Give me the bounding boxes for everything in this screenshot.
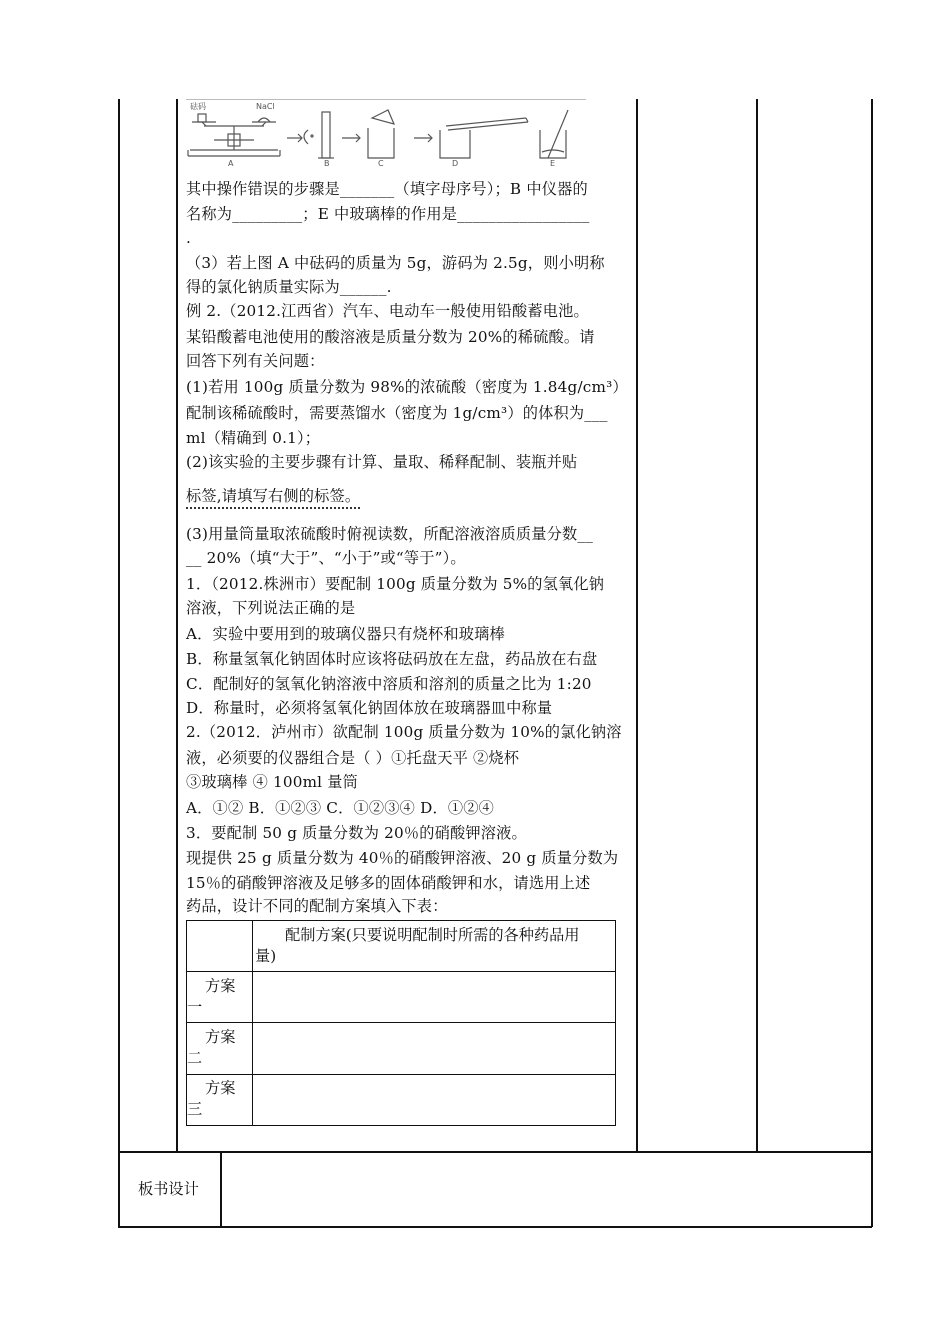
column-divider-3 [756,99,758,1151]
experiment-figure [184,100,584,168]
balance-drawing [188,114,280,156]
figure-label-d: D [452,159,459,168]
column-divider-1 [176,99,178,1151]
label-prompt: 标签,请填写右侧的标签。 [186,487,360,509]
plan-table-row-divider [187,1022,615,1023]
plan-answer-cell-2[interactable] [254,1024,614,1073]
figure-label-e: E [550,159,556,168]
text-line: A．实验中要用到的玻璃仪器只有烧杯和玻璃棒 [186,625,505,643]
outer-left-border [118,99,120,1227]
text-line: C．配制好的氢氧化钠溶液中溶质和溶剂的质量之比为 1:20 [186,675,592,693]
plan-table-header: 配制方案(只要说明配制时所需的各种药品用 量) [255,926,580,965]
plan-row-label-1: 方案 一 [187,977,236,1016]
text-line: ③玻璃棒 ④ 100ml 量筒 [186,773,359,791]
beaker-e-drawing [540,110,568,158]
text-line: ml（精确到 0.1）； [186,429,321,447]
text-line: 1．（2012.株洲市）要配制 100g 质量分数为 5%的氢氧化钠 [186,575,605,593]
text-line: 其中操作错误的步骤是_______（填字母序号）；B 中仪器的 [186,180,588,198]
column-divider-2 [636,99,638,1151]
text-line: 某铅酸蓄电池使用的酸溶液是质量分数为 20%的稀硫酸。请 [186,328,595,346]
table-bottom-border [118,1226,872,1228]
text-line [186,486,360,506]
plan-table-row-divider [187,971,615,972]
text-line: 15％的硝酸钾溶液及足够多的固体硝酸钾和水，请选用上述 [186,874,591,892]
text-line: A．①② B．①②③ C．①②③④ D．①②④ [186,799,495,817]
board-design-label: 板书设计 [138,1180,199,1198]
graduated-cylinder-drawing [304,112,334,158]
board-design-cell[interactable] [222,1153,870,1225]
text-line: B．称量氢氧化钠固体时应该将砝码放在左盘，药品放在右盘 [186,650,598,668]
plan-answer-cell-1[interactable] [254,973,614,1021]
text-line: 得的氯化钠质量实际为______. [186,278,392,296]
text-line: (2)该实验的主要步骤有计算、量取、稀释配制、装瓶并贴 [186,453,578,471]
text-line: 2.（2012．泸州市）欲配制 100g 质量分数为 10%的氯化钠溶 [186,723,622,741]
text-line: (1)若用 100g 质量分数为 98%的浓硫酸（密度为 1.84g/cm³） [186,378,628,396]
plan-table [186,920,616,1126]
pouring-drawing [440,118,528,158]
figure-label-a: A [228,159,234,168]
text-line: D．称量时，必须将氢氧化钠固体放在玻璃器皿中称量 [186,699,553,717]
text-line: __ 20%（填“大于”、“小于”或“等于”）。 [186,549,466,567]
text-line: 液，必须要的仪器组合是（ ）①托盘天平 ②烧杯 [186,749,520,767]
beaker-c-drawing [368,110,394,158]
text-line: . [186,229,192,247]
figure-label-b: B [324,159,330,168]
balance-nacl-label: NaCl [256,102,275,111]
plan-row-label-3: 方案 三 [187,1079,236,1118]
text-line: 溶液，下列说法正确的是 [186,599,356,617]
text-line: 名称为_________；E 中玻璃棒的作用是_________________ [186,205,590,223]
text-line: 配制该稀硫酸时，需要蒸馏水（密度为 1g/cm³）的体积为___ [186,404,608,422]
text-line: 药品，设计不同的配制方案填入下表： [186,897,448,915]
text-line: （3）若上图 A 中砝码的质量为 5g，游码为 2.5g，则小明称 [186,254,605,272]
text-line: 回答下列有关问题： [186,352,325,370]
plan-table-row-divider [187,1074,615,1075]
balance-weight-label: 砝码 [190,102,206,111]
text-line: 现提供 25 g 质量分数为 40％的硝酸钾溶液、20 g 质量分数为 [186,849,619,867]
text-line: 3．要配制 50 g 质量分数为 20％的硝酸钾溶液。 [186,824,527,842]
plan-answer-cell-3[interactable] [254,1076,614,1124]
text-line: 例 2.（2012.江西省）汽车、电动车一般使用铅酸蓄电池。 [186,302,589,320]
figure-label-c: C [378,159,384,168]
plan-row-label-2: 方案 二 [187,1028,236,1067]
text-line: (3)用量筒量取浓硫酸时俯视读数，所配溶液溶质质量分数__ [186,525,594,543]
outer-right-border [871,99,873,1227]
